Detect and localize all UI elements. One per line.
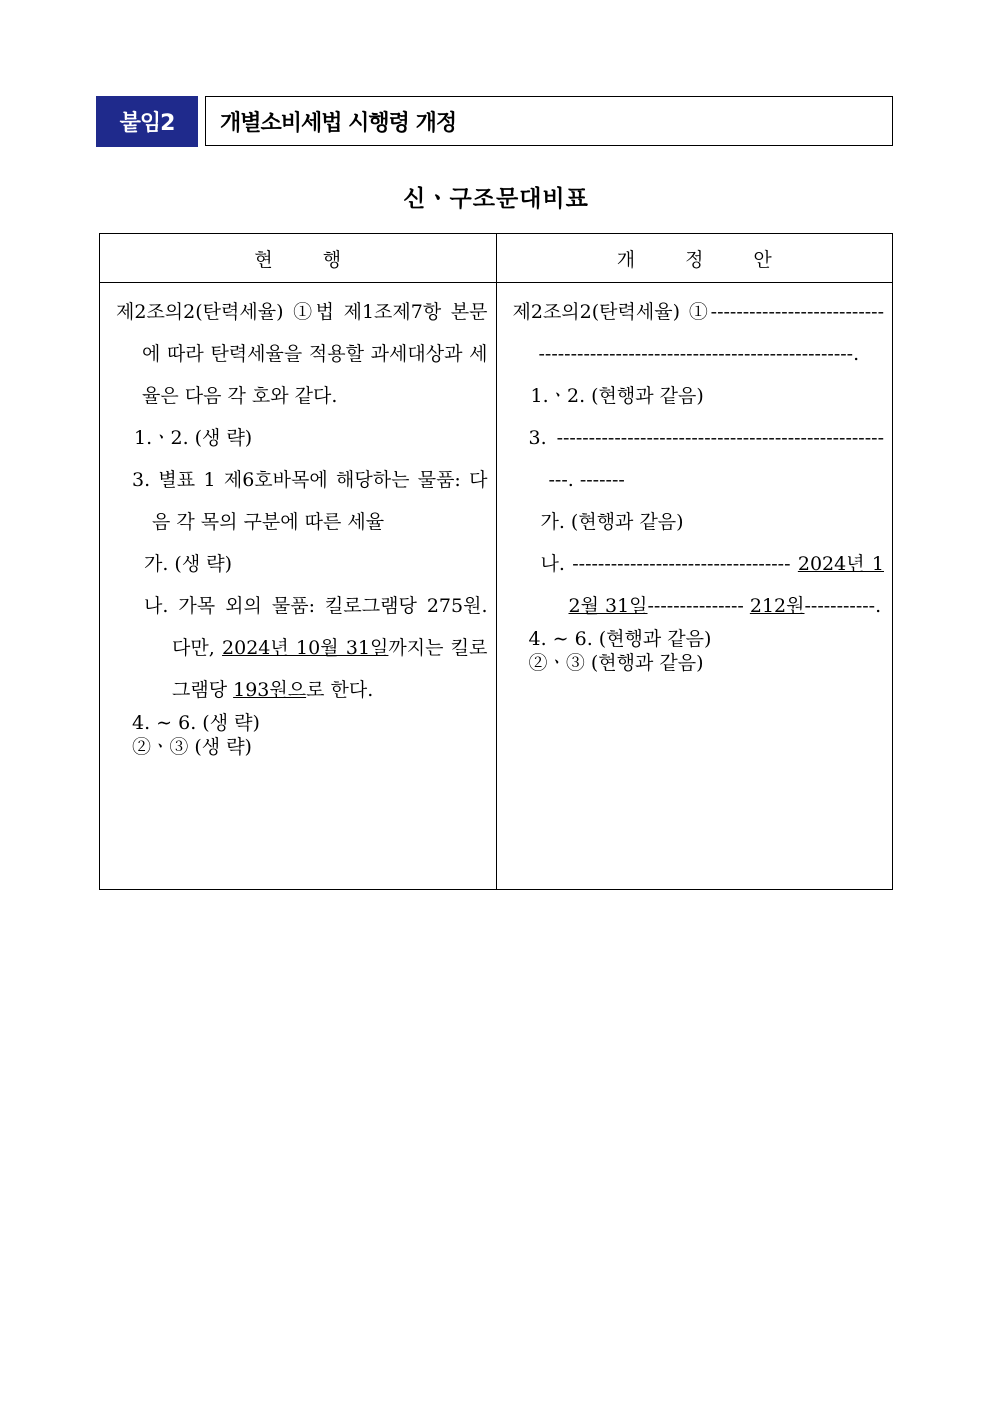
left-item-3: 3. 별표 1 제6호바목에 해당하는 물품: 다음 각 목의 구분에 따른 세율	[132, 469, 488, 533]
left-rate-underlined: 193원으	[233, 679, 307, 701]
right-item-ga: 가. (현행과 같음)	[540, 511, 684, 533]
document-title-text: 개별소비세법 시행령 개정	[220, 110, 457, 136]
right-item-1-2: 1.ㆍ2. (현행과 같음)	[530, 385, 704, 407]
left-item-1-2: 1.ㆍ2. (생 략)	[134, 427, 253, 449]
document-title	[205, 96, 893, 146]
amendment-text-cell	[496, 283, 893, 890]
right-rate-underlined: 212원	[749, 595, 805, 617]
left-item-ga: 가. (생 략)	[144, 553, 233, 575]
comparison-table	[99, 233, 893, 890]
right-article: 제2조의2(탄력세율) ①----------------------------------------------------------------------------.	[512, 301, 884, 365]
right-paragraph-2-3: ②ㆍ③ (현행과 같음)	[528, 652, 704, 674]
left-item-4-6: 4. ∼ 6. (생 략)	[132, 712, 260, 734]
left-item-na: 나. 가목 외의 물품: 킬로그램당 275원. 다만, 2024년 10월 31일까지는 킬로그램당 193원으로 한다.	[144, 595, 488, 701]
table-header-row	[100, 234, 893, 283]
current-text-cell	[100, 283, 497, 890]
table-row	[100, 283, 893, 890]
attachment-badge: 붙임2	[96, 96, 198, 147]
left-paragraph-2-3: ②ㆍ③ (생 략)	[132, 736, 252, 758]
left-article: 제2조의2(탄력세율) ①법 제1조제7항 본문에 따라 탄력세율을 적용할 과세대상과 세율은 다음 각 호와 같다.	[116, 301, 488, 407]
comparison-table-title: 신ㆍ구조문대비표	[403, 186, 589, 212]
right-item-3: 3. ------------------------------------------------------. -------	[528, 427, 884, 491]
right-item-na: 나. ---------------------------------- 2024년 12월 31일--------------- 212원-----------.	[540, 553, 884, 617]
left-date-underlined: 2024년 10월 31일	[222, 637, 389, 659]
header-current: 현행	[100, 234, 497, 283]
header-amendment: 개정안	[496, 234, 893, 283]
right-item-4-6: 4. ∼ 6. (현행과 같음)	[528, 628, 712, 650]
right-date-underlined: 2024년 12월 31일	[568, 553, 884, 617]
